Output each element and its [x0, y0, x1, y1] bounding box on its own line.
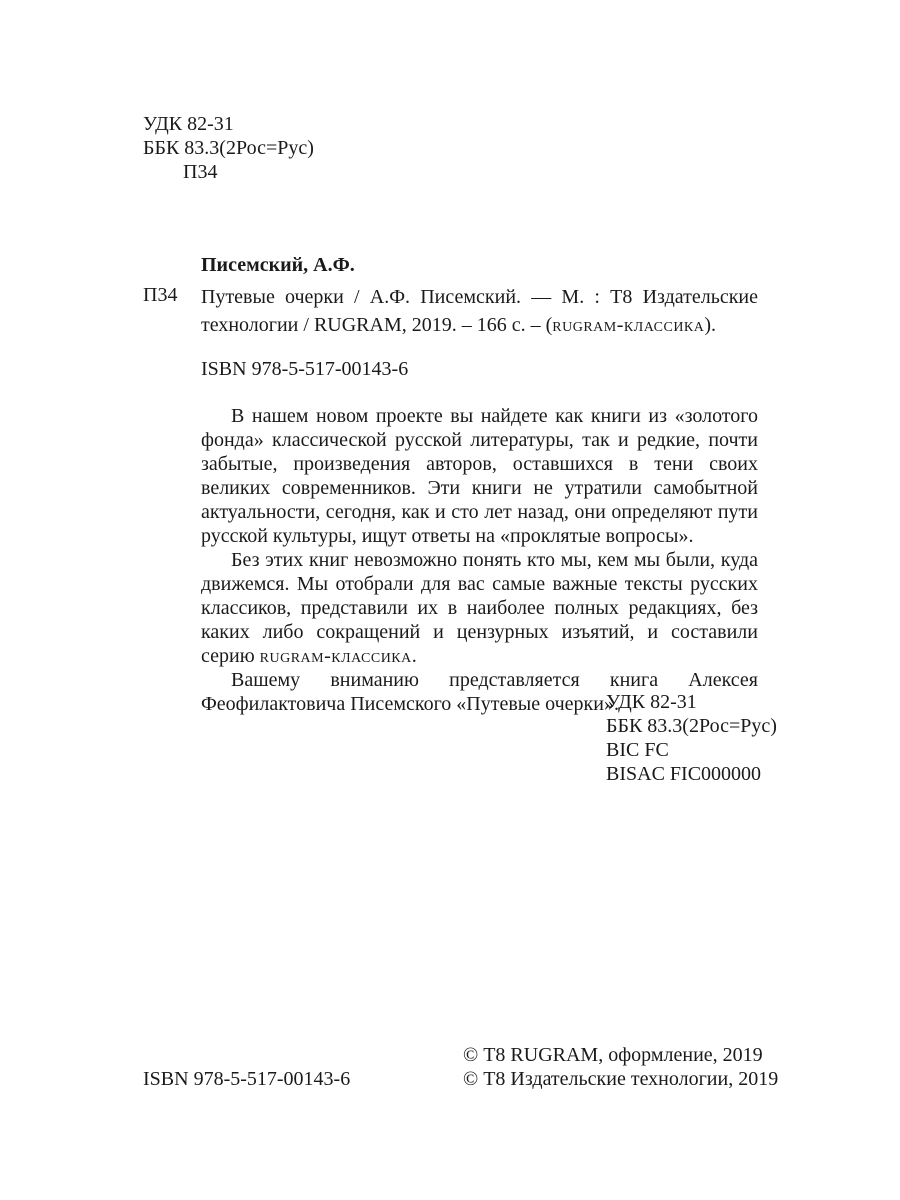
entry-author-mark: П34	[143, 284, 178, 306]
copyright-design: © Т8 RUGRAM, оформление, 2019	[463, 1044, 763, 1066]
udk-code: УДК 82-31	[143, 113, 234, 135]
description-end: ).	[704, 314, 717, 336]
classification-codes-top	[143, 112, 314, 184]
bisac-code: BISAC FIC000000	[606, 763, 762, 785]
series-name: rugram-классика	[552, 314, 705, 336]
author-heading: Писемский, А.Ф.	[201, 254, 355, 276]
description-main: Путевые очерки / А.Ф. Писемский. — М. : Т8 Издательские технологии / RUGRAM, 2019. – 166 с. – (	[201, 286, 758, 336]
annotation-paragraph-2	[201, 548, 758, 668]
udk-code-bottom: УДК 82-31	[606, 691, 697, 713]
bbk-code-bottom: ББК 83.3(2Рос=Рус)	[606, 715, 777, 737]
bibliographic-entry	[143, 253, 758, 381]
isbn-footer: ISBN 978-5-517-00143-6	[143, 1068, 351, 1090]
bbk-code: ББК 83.3(2Рос=Рус)	[143, 137, 314, 159]
annotation-p2-main: Без этих книг невозможно понять кто мы, кем мы были, куда движемся. Мы отобрали для вас самые важные тексты русских классиков, представили их в наиболее полных редакциях, без каких либо сокращений и цензурных изъятий, и составили серию	[201, 549, 758, 667]
copyright-block	[463, 1043, 778, 1091]
bibliographic-description	[143, 283, 758, 339]
annotation-paragraph-1: В нашем новом проекте вы найдете как книги из «золотого фонда» классической русской литературы, так и редкие, почти забытые, произведения авторов, оставшихся в тени своих великих современников. Эти книги не утратили самобытной актуальности, сегодня, как и сто лет назад, они определяют пути русской культуры, ищут ответы на «проклятые вопросы».	[201, 405, 758, 547]
bic-code: BIC FC	[606, 739, 669, 761]
annotation-series-name: rugram-классика	[259, 645, 412, 667]
annotation-p2-end: .	[411, 645, 417, 667]
isbn: ISBN 978-5-517-00143-6	[201, 358, 409, 380]
copyright-publisher: © Т8 Издательские технологии, 2019	[463, 1068, 779, 1090]
author-mark: П34	[183, 161, 218, 183]
annotation-paragraph-3: Вашему вниманию представляется книга Алексея Феофилактовича Писемского «Путевые очерки».	[201, 669, 758, 715]
annotation	[201, 404, 758, 716]
description-text	[201, 283, 758, 339]
classification-codes-bottom	[606, 690, 777, 786]
